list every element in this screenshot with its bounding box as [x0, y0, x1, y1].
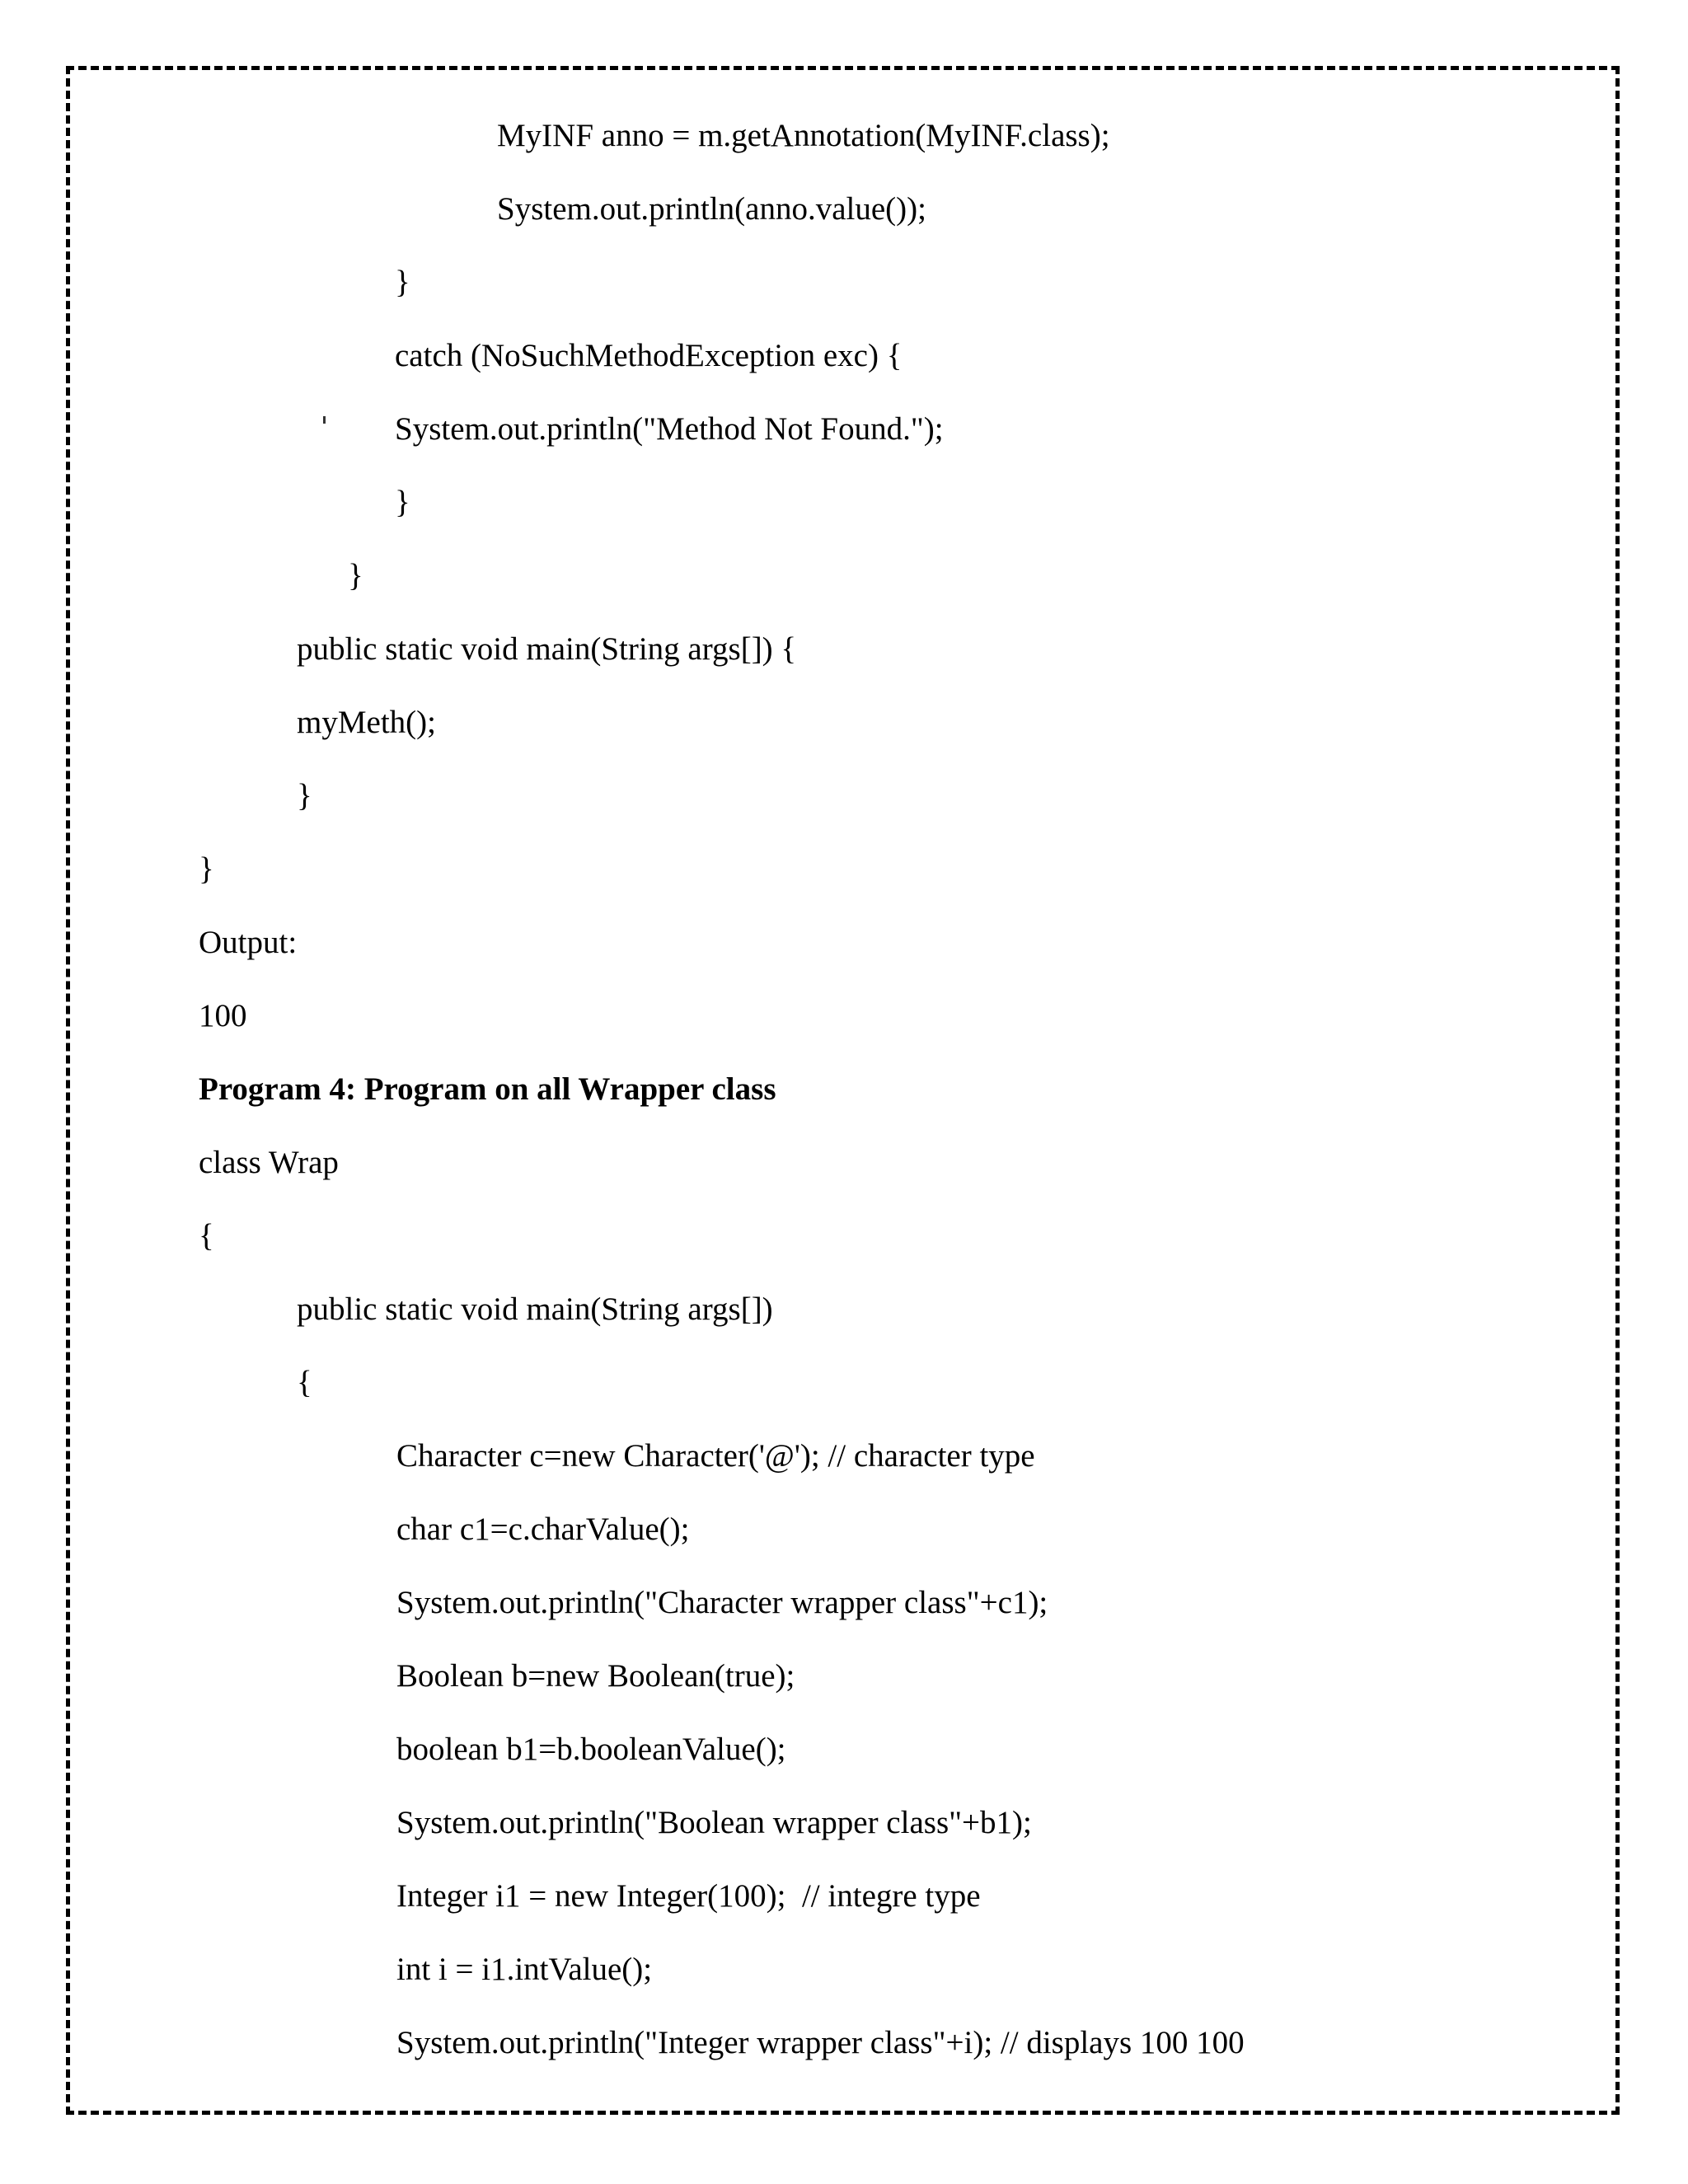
code-line: public static void main(String args[])	[297, 1291, 773, 1327]
code-line: class Wrap	[199, 1145, 339, 1180]
code-line: {	[297, 1365, 312, 1400]
code-line: char c1=c.charValue();	[396, 1511, 690, 1547]
scan-mark	[323, 416, 326, 424]
code-line: myMeth();	[297, 705, 436, 740]
code-line: Character c=new Character('@'); // character type	[396, 1438, 1035, 1474]
code-line: System.out.println("Character wrapper class"+c1);	[396, 1585, 1048, 1620]
output-label: Output:	[199, 925, 298, 960]
code-line: Boolean b=new Boolean(true);	[396, 1658, 795, 1694]
code-line: }	[395, 485, 410, 520]
program-heading: Program 4: Program on all Wrapper class	[199, 1071, 776, 1107]
code-line: {	[199, 1218, 214, 1254]
code-line: System.out.println("Integer wrapper class"+i); // displays 100 100	[396, 2025, 1245, 2060]
code-line: catch (NoSuchMethodException exc) {	[395, 338, 903, 373]
code-line: }	[297, 778, 312, 813]
code-line: boolean b1=b.booleanValue();	[396, 1732, 786, 1767]
code-line: System.out.println("Boolean wrapper class"+b1);	[396, 1805, 1032, 1840]
output-value: 100	[199, 998, 247, 1033]
code-line: System.out.println("Method Not Found.");	[395, 411, 944, 447]
code-line: public static void main(String args[]) {	[297, 631, 797, 667]
code-line: }	[395, 265, 410, 300]
code-line: MyINF anno = m.getAnnotation(MyINF.class);	[497, 118, 1110, 153]
code-line: }	[199, 851, 214, 887]
code-line: Integer i1 = new Integer(100); // integre type	[396, 1878, 981, 1914]
code-line: int i = i1.intValue();	[396, 1952, 653, 1987]
code-line: }	[348, 558, 363, 593]
code-line: System.out.println(anno.value());	[497, 191, 926, 227]
